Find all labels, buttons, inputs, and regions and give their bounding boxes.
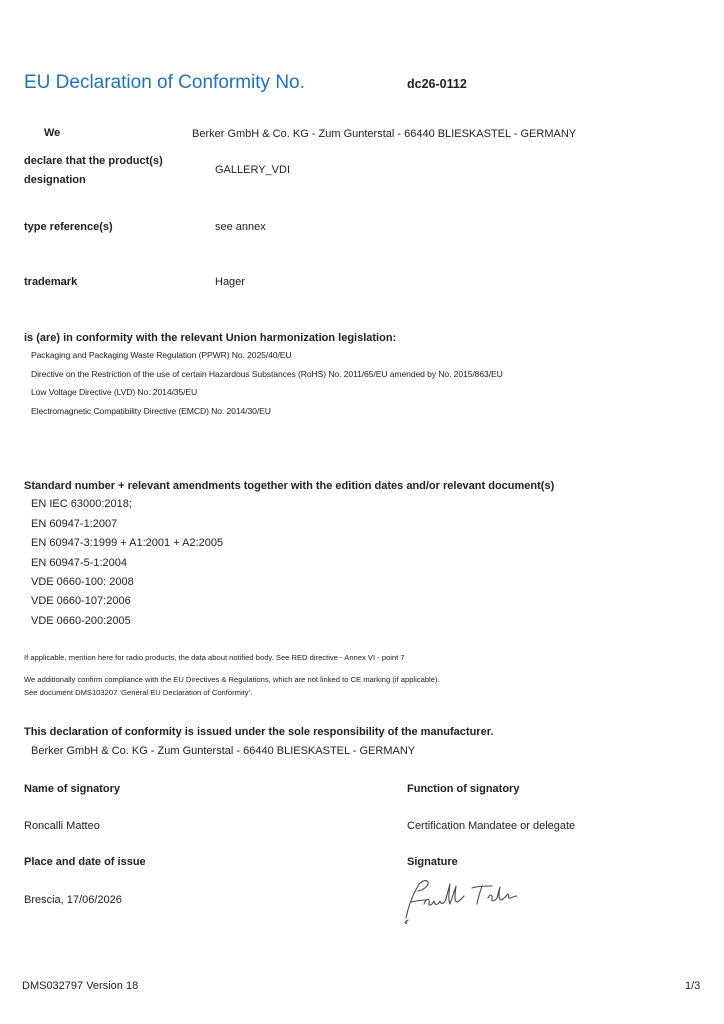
standard-item: EN 60947-3:1999 + A1:2001 + A2:2005 [31, 537, 224, 549]
standard-item: VDE 0660-200:2005 [31, 615, 131, 627]
signatory-function: Certification Mandatee or delegate [407, 820, 576, 832]
trademark-value: Hager [215, 276, 245, 288]
product-label: declare that the product(s) [24, 155, 163, 167]
place-date-label: Place and date of issue [24, 856, 146, 868]
type-reference-value: see annex [215, 221, 266, 233]
legislation-item: Low Voltage Directive (LVD) No. 2014/35/EU [31, 387, 198, 397]
page-number: 1/3 [685, 980, 701, 992]
place-date-value: Brescia, 17/06/2026 [24, 894, 122, 906]
standards-heading: Standard number + relevant amendments together with the edition dates and/or relevant document(s) [24, 480, 555, 492]
type-reference-label: type reference(s) [24, 221, 113, 233]
standard-item: VDE 0660-100: 2008 [31, 576, 134, 588]
standard-item: VDE 0660-107:2006 [31, 595, 131, 607]
designation-label: designation [24, 174, 86, 186]
standard-item: EN 60947-1:2007 [31, 518, 118, 530]
signature-label: Signature [407, 856, 458, 868]
confirm-note-reference: See document DMS103207 ‘General EU Declaration of Conformity’. [24, 688, 253, 697]
legislation-item: Packaging and Packaging Waste Regulation (PPWR) No. 2025/40/EU [31, 350, 292, 360]
confirm-note: We additionally confirm compliance with the EU Directives & Regulations, which are not linked to CE marking (if applicable). [24, 675, 440, 684]
document-title: EU Declaration of Conformity No. [24, 72, 305, 93]
manufacturer-address: Berker GmbH & Co. KG - Zum Gunterstal - 66440 BLIESKASTEL - GERMANY [192, 128, 577, 140]
designation-value: GALLERY_VDI [215, 164, 291, 176]
legislation-heading: is (are) in conformity with the relevant Union harmonization legislation: [24, 332, 397, 344]
standard-item: EN IEC 63000:2018; [31, 498, 132, 510]
function-of-signatory-label: Function of signatory [407, 783, 520, 795]
we-label: We [44, 127, 61, 139]
legislation-item: Directive on the Restriction of the use of certain Hazardous Substances (RoHS) No. 2011/65/EU amended by No. 2015/863/EU [31, 369, 503, 379]
document-number: dc26-0112 [407, 77, 467, 91]
signatory-name: Roncalli Matteo [24, 820, 100, 832]
responsibility-heading: This declaration of conformity is issued under the sole responsibility of the manufacturer. [24, 726, 494, 738]
radio-note: If applicable, mention here for radio products, the data about notified body. See RED directive - Annex VI - point 7 [24, 653, 405, 662]
responsibility-manufacturer: Berker GmbH & Co. KG - Zum Gunterstal - 66440 BLIESKASTEL - GERMANY [31, 745, 416, 757]
trademark-label: trademark [24, 276, 78, 288]
handwritten-signature [398, 874, 523, 926]
standard-item: EN 60947-5-1:2004 [31, 557, 128, 569]
document-version: DMS032797 Version 18 [22, 980, 139, 992]
legislation-item: Electromagnetic Compatibility Directive (EMCD) No. 2014/30/EU [31, 406, 271, 416]
name-of-signatory-label: Name of signatory [24, 783, 120, 795]
